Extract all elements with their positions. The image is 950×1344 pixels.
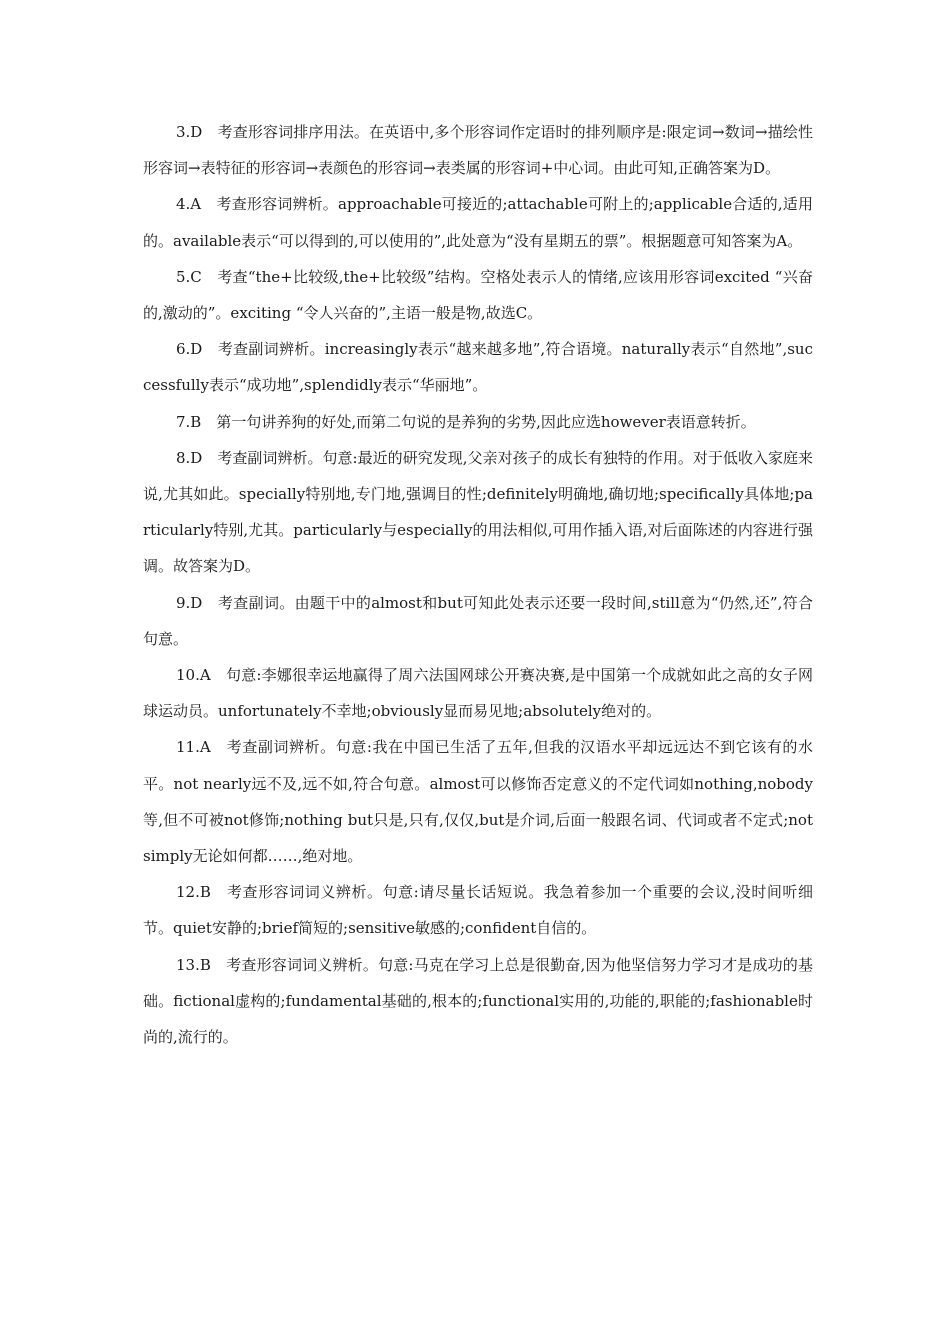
answer-item-3: 3.D 考查形容词排序用法。在英语中,多个形容词作定语时的排列顺序是:限定词→数词→描绘性形容词→表特征的形容词→表颜色的形容词→表类属的形容词+中心词。由此可知,正确答案为D。 [143,123,813,178]
answer-item-5: 5.C 考查“the+比较级,the+比较级”结构。空格处表示人的情绪,应该用形容词excited “兴奋的,激动的”。exciting “令人兴奋的”,主语一般是物,故选C。 [143,267,813,323]
answer-item-11: 11.A 考查副词辨析。句意:我在中国已生活了五年,但我的汉语水平却远远达不到它该有的水平。not nearly远不及,远不如,符合句意。almost可以修饰否定意义的不定代词如nothing,nobody等,但不可被not修饰;nothing but只是,只有,仅仅,but是介词,后面一般跟名词、代词或者不定式;not simply无论如何都……,绝对地。 [143,738,813,866]
answer-item-12: 12.B 考查形容词词义辨析。句意:请尽量长话短说。我急着参加一个重要的会议,没时间听细节。quiet安静的;brief简短的;sensitive敏感的;confident自信的。 [143,883,813,938]
answer-item-10: 10.A 句意:李娜很幸运地赢得了周六法国网球公开赛决赛,是中国第一个成就如此之高的女子网球运动员。unfortunately不幸地;obviously显而易见地;absolutely绝对的。 [143,666,813,721]
answer-item-8: 8.D 考查副词辨析。句意:最近的研究发现,父亲对孩子的成长有独特的作用。对于低收入家庭来说,尤其如此。specially特别地,专门地,强调目的性;definitely明确地,确切地;specifically具体地;particularly特别,尤其。particularly与especially的用法相似,可用作插入语,对后面陈述的内容进行强调。故答案为D。 [143,448,813,576]
answer-explanations [143,114,813,1055]
answer-item-4: 4.A 考查形容词辨析。approachable可接近的;attachable可附上的;applicable合适的,适用的。available表示“可以得到的,可以使用的”,此处意为“没有星期五的票”。根据题意可知答案为A。 [143,195,813,250]
answer-item-7: 7.B 第一句讲养狗的好处,而第二句说的是养狗的劣势,因此应选however表语意转折。 [176,412,756,431]
answer-item-9: 9.D 考查副词。由题干中的almost和but可知此处表示还要一段时间,still意为“仍然,还”,符合句意。 [143,593,813,648]
answer-item-13: 13.B 考查形容词词义辨析。句意:马克在学习上总是很勤奋,因为他坚信努力学习才是成功的基础。fictional虚构的;fundamental基础的,根本的;functional实用的,功能的,职能的;fashionable时尚的,流行的。 [143,955,813,1047]
answer-item-6: 6.D 考查副词辨析。increasingly表示“越来越多地”,符合语境。naturally表示“自然地”,successfully表示“成功地”,splendidly表示“华丽地”。 [143,340,813,395]
